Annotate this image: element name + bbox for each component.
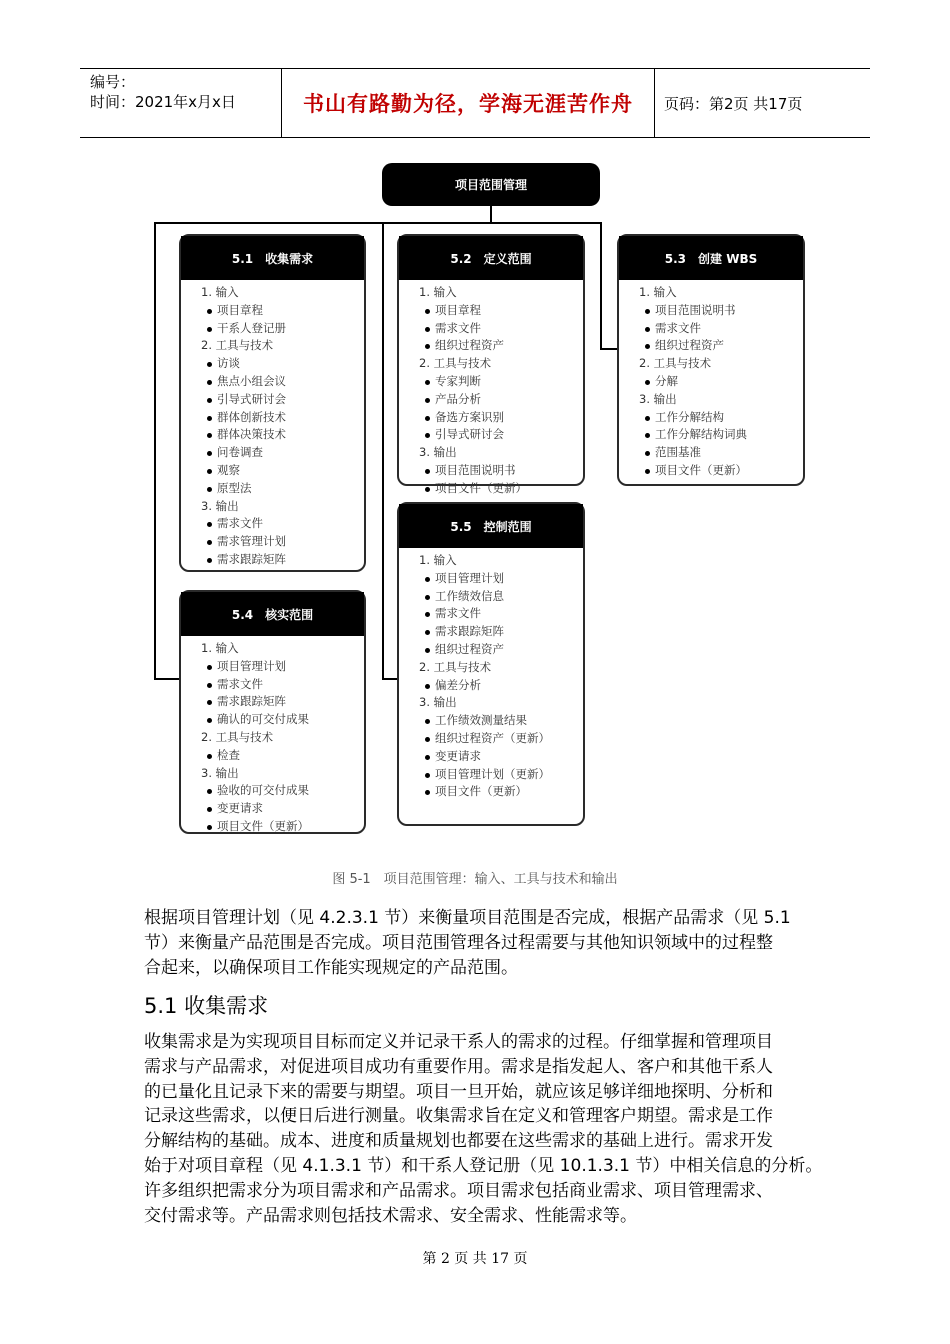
list-item: 群体决策技术: [181, 426, 364, 444]
list-item: 工作绩效信息: [399, 588, 583, 606]
process-box-body: [399, 280, 583, 498]
list-item: 项目文件（更新）: [619, 462, 803, 480]
list-item: 项目范围说明书: [399, 462, 583, 480]
connector: [490, 206, 492, 222]
list-item: 工作分解结构词典: [619, 426, 803, 444]
text-line: 节）来衡量产品范围是否完成。项目范围管理各过程需要与其他知识领域中的过程整: [144, 932, 773, 953]
connector: [154, 222, 602, 224]
list-item: 分解: [619, 373, 803, 391]
list-item: 项目管理计划: [399, 570, 583, 588]
list-item: 访谈: [181, 355, 364, 373]
process-box-5-4: [179, 590, 366, 834]
page-footer: 第 2 页 共 17 页: [422, 1251, 528, 1267]
list-item: 项目文件（更新）: [181, 818, 364, 836]
section-label: 1. 输入: [639, 285, 677, 299]
text-line: 需求与产品需求，对促进项目成功有重要作用。需求是指发起人、客户和其他干系人: [144, 1056, 773, 1077]
section-label: 3. 输出: [201, 765, 239, 780]
list-item: 需求文件: [181, 515, 364, 533]
time-label: 时间：2021年x月x日: [90, 93, 236, 111]
text-line: 合起来，以确保项目工作能实现规定的产品范围。: [144, 957, 518, 978]
paragraph-2: [144, 1030, 823, 1228]
list-item: 需求跟踪矩阵: [181, 693, 364, 711]
section-heading: 5.1 收集需求: [144, 994, 269, 1018]
process-box-title: 5.4 核实范围: [181, 592, 364, 636]
connector: [154, 222, 156, 680]
section-label: 2. 工具与技术: [419, 659, 492, 674]
process-box-5-2: [397, 234, 585, 495]
list-item: 备选方案识别: [399, 409, 583, 427]
text-line: 许多组织把需求分为项目需求和产品需求。项目需求包括商业需求、项目管理需求、: [144, 1180, 773, 1201]
list-item: 专家判断: [399, 373, 583, 391]
section-label: 1. 输入: [201, 285, 239, 299]
header-meta: [80, 69, 282, 137]
paragraph-1: [144, 906, 804, 980]
list-item: 变更请求: [181, 800, 364, 818]
page-header: [80, 68, 870, 138]
list-item: 项目范围说明书: [619, 302, 803, 320]
list-item: 项目文件（更新）: [399, 783, 583, 801]
list-item: 项目管理计划（更新）: [399, 766, 583, 784]
list-item: 组织过程资产: [399, 337, 583, 355]
list-item: 观察: [181, 462, 364, 480]
list-item: 引导式研讨会: [399, 426, 583, 444]
text-line: 分解结构的基础。成本、进度和质量规划也都要在这些需求的基础上进行。需求开发: [144, 1131, 773, 1152]
text-line: 记录这些需求，以便日后进行测量。收集需求旨在定义和管理客户期望。需求是工作: [144, 1106, 773, 1127]
number-label: 编号：: [90, 73, 136, 91]
process-box-body: [399, 548, 583, 801]
list-item: 需求文件: [399, 605, 583, 623]
text-line: 收集需求是为实现项目目标而定义并记录干系人的需求的过程。仔细掌握和管理项目: [144, 1032, 773, 1052]
list-item: 需求文件: [399, 320, 583, 338]
list-item: 需求跟踪矩阵: [181, 551, 364, 569]
list-item: 项目管理计划: [181, 658, 364, 676]
section-label: 3. 输出: [201, 498, 239, 513]
section-label: 2. 工具与技术: [419, 356, 492, 371]
list-item: 产品分析: [399, 391, 583, 409]
section-label: 2. 工具与技术: [201, 338, 274, 353]
process-box-body: [181, 636, 364, 836]
section-label: 2. 工具与技术: [639, 356, 712, 371]
text-line: 交付需求等。产品需求则包括技术需求、安全需求、性能需求等。: [144, 1205, 637, 1226]
process-box-5-1: [179, 234, 366, 572]
process-box-title: 5.3 创建 WBS: [619, 236, 803, 280]
list-item: 范围基准: [619, 444, 803, 462]
list-item: 需求文件: [619, 320, 803, 338]
list-item: 变更请求: [399, 748, 583, 766]
connector: [154, 678, 180, 680]
list-item: 焦点小组会议: [181, 373, 364, 391]
section-label: 1. 输入: [419, 285, 457, 299]
list-item: 干系人登记册: [181, 320, 364, 338]
list-item: 偏差分析: [399, 677, 583, 695]
section-label: 1. 输入: [201, 641, 239, 655]
section-label: 2. 工具与技术: [201, 729, 274, 744]
connector: [600, 222, 602, 350]
process-box-title: 5.1 收集需求: [181, 236, 364, 280]
list-item: 引导式研讨会: [181, 391, 364, 409]
figure-caption: 图 5-1 项目范围管理：输入、工具与技术和输出: [332, 872, 618, 887]
section-label: 3. 输出: [419, 445, 457, 460]
process-box-body: [181, 280, 364, 569]
header-motto: 书山有路勤为径，学海无涯苦作舟: [282, 69, 655, 137]
list-item: 需求文件: [181, 676, 364, 694]
text-line: 根据项目管理计划（见 4.2.3.1 节）来衡量项目范围是否完成，根据产品需求（见 5.1: [144, 908, 791, 928]
section-label: 3. 输出: [419, 695, 457, 710]
list-item: 组织过程资产: [399, 641, 583, 659]
header-page-label: 页码：第2页 共17页: [664, 94, 803, 113]
list-item: 工作分解结构: [619, 409, 803, 427]
list-item: 问卷调查: [181, 444, 364, 462]
process-box-body: [619, 280, 803, 480]
list-item: 群体创新技术: [181, 409, 364, 427]
list-item: 确认的可交付成果: [181, 711, 364, 729]
text-line: 始于对项目章程（见 4.1.3.1 节）和干系人登记册（见 10.1.3.1 节）中相关信息的分析。: [144, 1155, 823, 1176]
process-box-5-3: [617, 234, 805, 486]
connector: [382, 222, 384, 680]
list-item: 需求管理计划: [181, 533, 364, 551]
list-item: 项目章程: [181, 302, 364, 320]
list-item: 检查: [181, 747, 364, 765]
list-item: 工作绩效测量结果: [399, 712, 583, 730]
list-item: 组织过程资产: [619, 337, 803, 355]
process-box-5-5: [397, 502, 585, 826]
section-label: 1. 输入: [419, 553, 457, 567]
list-item: 需求跟踪矩阵: [399, 623, 583, 641]
diagram-root-node: 项目范围管理: [382, 163, 600, 206]
process-box-title: 5.2 定义范围: [399, 236, 583, 280]
list-item: 验收的可交付成果: [181, 782, 364, 800]
section-label: 3. 输出: [639, 391, 677, 406]
list-item: 项目章程: [399, 302, 583, 320]
list-item: 项目文件（更新）: [399, 480, 583, 498]
process-box-title: 5.5 控制范围: [399, 504, 583, 548]
list-item: 原型法: [181, 480, 364, 498]
list-item: 组织过程资产（更新）: [399, 730, 583, 748]
text-line: 的已量化且记录下来的需要与期望。项目一旦开始，就应该足够详细地探明、分析和: [144, 1081, 773, 1102]
